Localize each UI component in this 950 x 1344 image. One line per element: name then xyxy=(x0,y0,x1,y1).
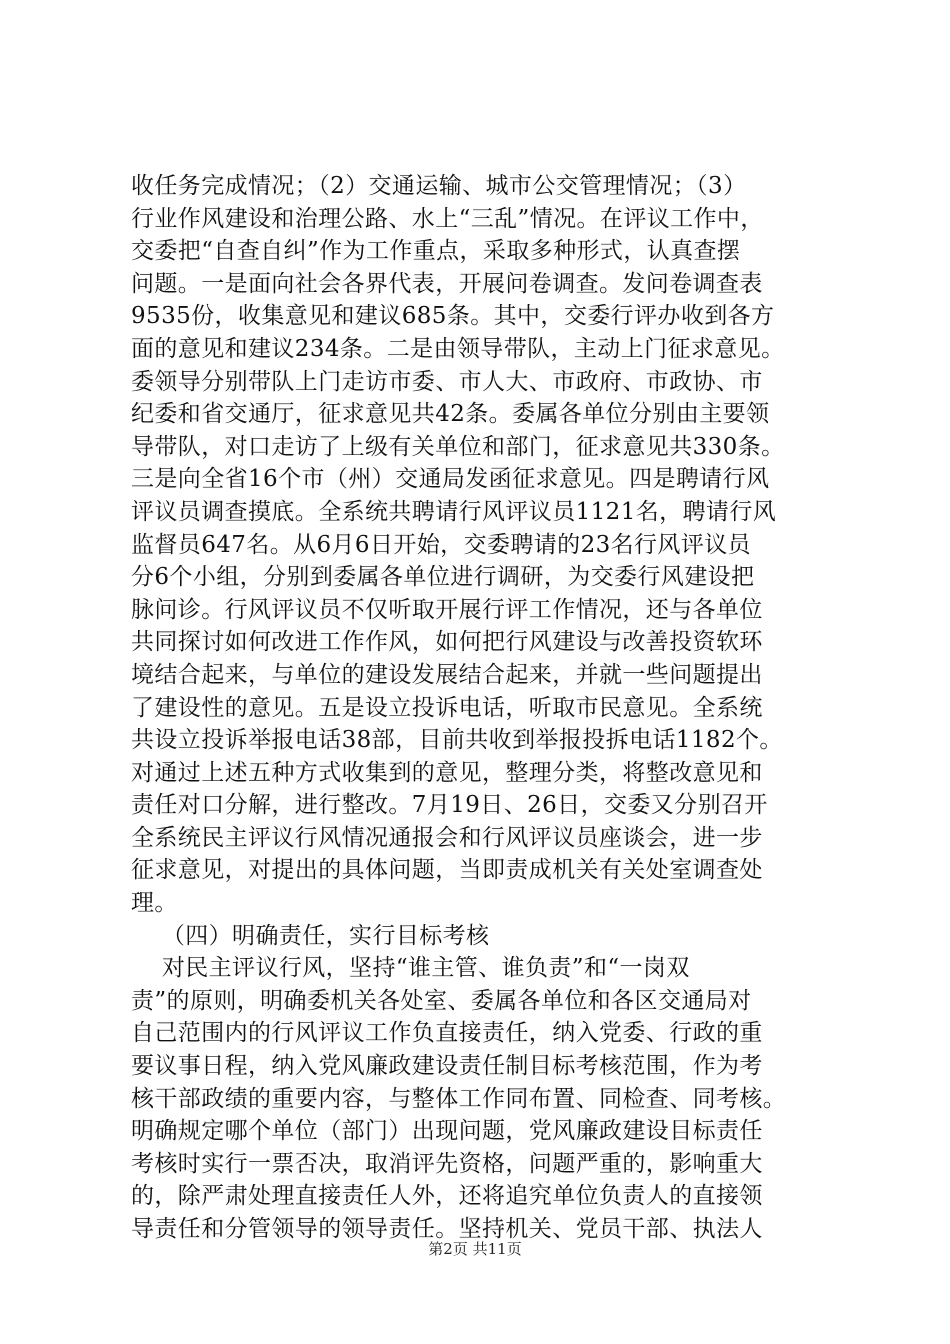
text-line: 委领导分别带队上门走访市委、市人大、市政府、市政协、市 xyxy=(131,368,763,395)
text-line: 共设立投诉举报电话38部，目前共收到举报投拆电话1182个。 xyxy=(131,727,783,754)
section-heading: （四）明确责任，实行目标考核 xyxy=(131,922,490,949)
text-line: 考核时实行一票否决，取消评先资格，问题严重的，影响重大 xyxy=(131,1150,763,1177)
text-line: 责任对口分解，进行整改。7月19日、26日，交委又分别召开 xyxy=(131,792,768,819)
text-line: 纪委和省交通厅，征求意见共42条。委属各单位分别由主要领 xyxy=(131,401,770,428)
text-line: 要议事日程，纳入党风廉政建设责任制目标考核范围，作为考 xyxy=(131,1053,763,1080)
text-line: 征求意见，对提出的具体问题，当即责成机关有关处室调查处 xyxy=(131,857,763,884)
text-line: 自己范围内的行风评议工作负直接责任，纳入党委、行政的重 xyxy=(131,1020,763,1047)
text-line: 了建设性的意见。五是设立投诉电话，听取市民意见。全系统 xyxy=(131,694,763,721)
text-line: 对通过上述五种方式收集到的意见，整理分类，将整改意见和 xyxy=(131,759,763,786)
text-line: 分6个小组，分别到委属各单位进行调研，为交委行风建设把 xyxy=(131,564,755,591)
text-line: 的，除严肃处理直接责任人外，还将追究单位负责人的直接领 xyxy=(131,1183,763,1210)
text-line: 责”的原则，明确委机关各处室、委属各单位和各区交通局对 xyxy=(131,987,752,1014)
text-line: 问题。一是面向社会各界代表，开展问卷调查。发问卷调查表 xyxy=(131,270,763,297)
body-text xyxy=(131,170,837,1246)
text-line: 核干部政绩的重要内容，与整体工作同布置、同检查、同考核。 xyxy=(131,1085,787,1112)
page-number-footer: 第2页 共11页 xyxy=(428,1240,522,1258)
text-line: 监督员647名。从6月6日开始，交委聘请的23名行风评议员 xyxy=(131,531,752,558)
text-line: 评议员调查摸底。全系统共聘请行风评议员1121名，聘请行风 xyxy=(131,498,777,525)
text-line: 导责任和分管领导的领导责任。坚持机关、党员干部、执法人 xyxy=(131,1216,763,1242)
text-line: 理。 xyxy=(131,890,178,917)
text-line: 对民主评议行风，坚持“谁主管、谁负责”和“一岗双 xyxy=(131,955,690,982)
text-line: 行业作风建设和治理公路、水上“三乱”情况。在评议工作中， xyxy=(131,205,764,232)
text-line: 共同探讨如何改进工作作风，如何把行风建设与改善投资软环 xyxy=(131,629,763,656)
text-line: 全系统民主评议行风情况通报会和行风评议员座谈会，进一步 xyxy=(131,824,763,851)
text-line: 收任务完成情况；（2）交通运输、城市公交管理情况；（3） xyxy=(131,173,747,199)
text-line: 明确规定哪个单位（部门）出现问题，党风廉政建设目标责任 xyxy=(131,1118,763,1145)
text-line: 境结合起来，与单位的建设发展结合起来，并就一些问题提出 xyxy=(131,661,763,688)
text-line: 交委把“自查自纠”作为工作重点，采取多种形式，认真查摆 xyxy=(131,238,741,265)
text-line: 导带队，对口走访了上级有关单位和部门，征求意见共330条。 xyxy=(131,433,785,460)
text-line: 三是向全省16个市（州）交通局发函征求意见。四是聘请行风 xyxy=(131,466,770,493)
text-line: 面的意见和建议234条。二是由领导带队，主动上门征求意见。 xyxy=(131,335,785,362)
text-line: 9535份，收集意见和建议685条。其中，交委行评办收到各方 xyxy=(131,303,775,330)
text-line: 脉问诊。行风评议员不仅听取开展行评工作情况，还与各单位 xyxy=(131,596,763,623)
